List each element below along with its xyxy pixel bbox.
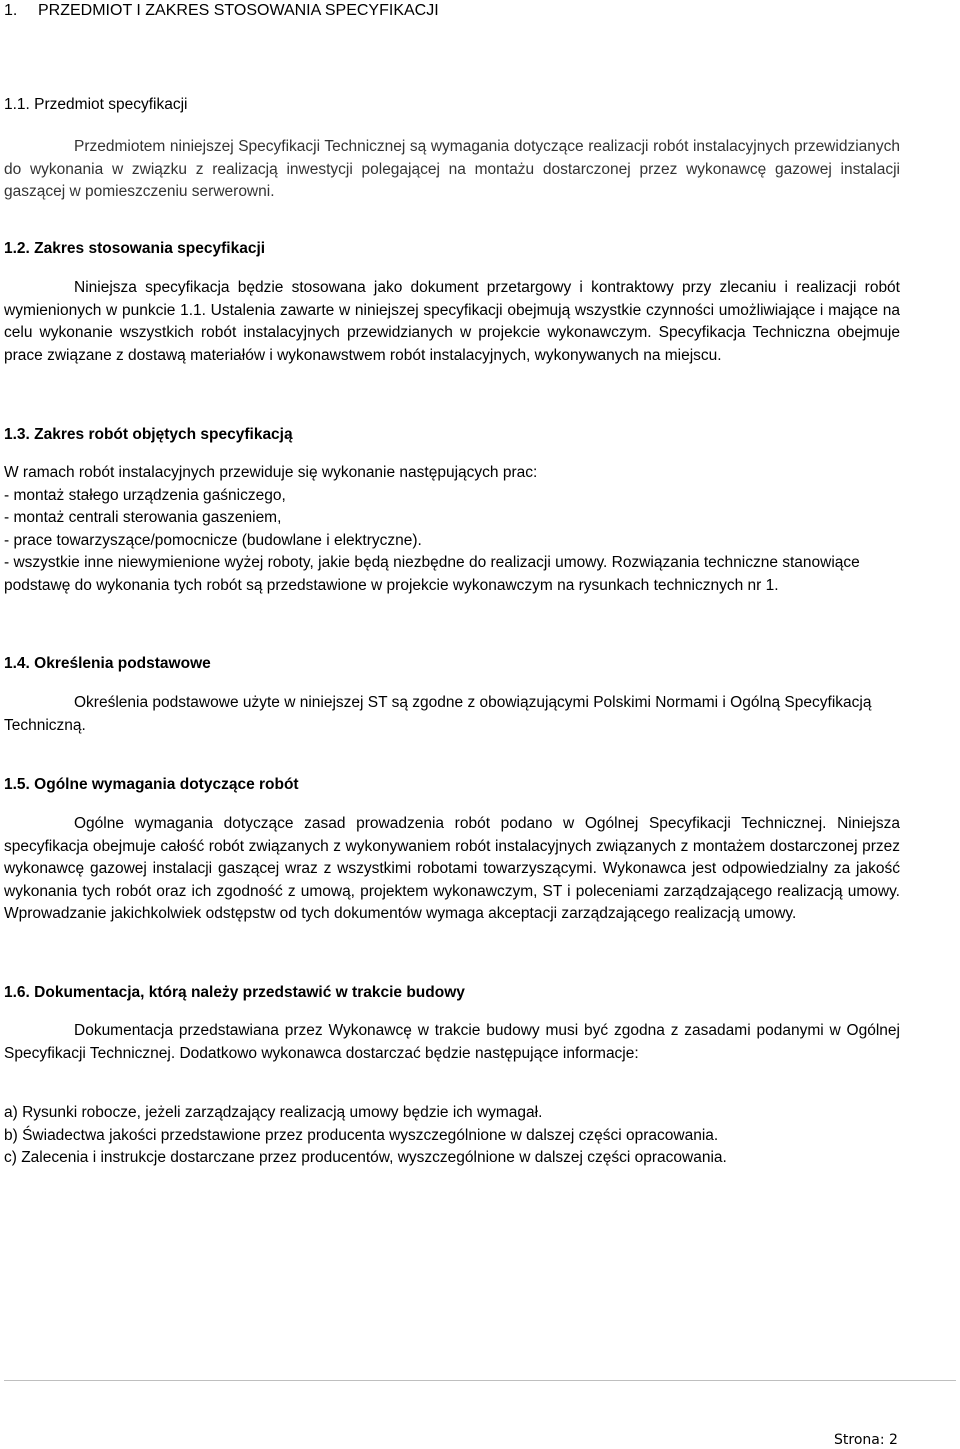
section-heading-1-6 (4, 984, 465, 1002)
section-number: 1.4. (4, 655, 30, 672)
paragraph-1-4: Określenia podstawowe użyte w niniejszej ST są zgodne z obowiązującymi Polskimi Normami i Ogólną Specyfikacją Techniczną. (4, 694, 872, 734)
page-number: Strona: 2 (834, 1432, 898, 1448)
section-number: 1.1. (4, 96, 30, 113)
list-item: b) Świadectwa jakości przedstawione przez producenta wyszczególnione w dalszej części opracowania. (4, 1126, 719, 1144)
list-item: a) Rysunki robocze, jeżeli zarządzający realizacją umowy będzie ich wymagał. (4, 1104, 543, 1121)
paragraph-1-1: Przedmiotem niniejszej Specyfikacji Technicznej są wymagania dotyczące realizacji robót instalacyjnych przewidzianych do wykonania w związku z realizacją inwestycji polegającej na montażu dostarczonej przez wykonawcę gazowej instalacji gaszącej w pomieszczeniu serwerowni. (4, 138, 900, 200)
section-heading-1-2 (4, 240, 265, 258)
section-heading-1-5 (4, 776, 299, 794)
list-item: - montaż centrali sterowania gaszeniem, (4, 509, 282, 526)
section-title: Określenia podstawowe (34, 655, 211, 672)
section-heading-1-1 (4, 96, 188, 114)
paragraph-1-2: Niniejsza specyfikacja będzie stosowana jako dokument przetargowy i kontraktowy przy zlecaniu i realizacji robót wymienionych w punkcie 1.1. Ustalenia zawarte w niniejszej specyfikacji obejmują wszystkie czynności umożliwiające i mające na celu wykonanie wszystkich robót instalacyjnych przewidzianych w projekcie wykonawczym. Specyfikacja Techniczna obejmuje prace związane z dostawą materiałów i wykonawstwem robót instalacyjnych, wykonywanych na miejscu. (4, 279, 900, 364)
section-number: 1.2. (4, 240, 30, 257)
section-number: 1.5. (4, 776, 30, 793)
list-item: - wszystkie inne niewymienione wyżej roboty, jakie będą niezbędne do realizacji umowy. Rozwiązania techniczne stanowiące podstawę do wykonania tych robót są przedstawione w projekcie wykonawczym na rysunkach technicznych nr 1. (4, 554, 860, 594)
section-number: 1.6. (4, 984, 30, 1001)
list-item: - montaż stałego urządzenia gaśniczego, (4, 486, 286, 504)
section-number: 1.3. (4, 426, 30, 443)
list-item: W ramach robót instalacyjnych przewiduje się wykonanie następujących prac: (4, 464, 538, 481)
section-heading-1-3 (4, 426, 293, 444)
chapter-title: PRZEDMIOT I ZAKRES STOSOWANIA SPECYFIKACJI (38, 2, 439, 19)
documents-list (4, 1102, 900, 1170)
scope-list (4, 462, 900, 597)
paragraph-1-6: Dokumentacja przedstawiana przez Wykonawcę w trakcie budowy musi być zgodna z zasadami podanymi w Ogólnej Specyfikacji Technicznej. Dodatkowo wykonawca dostarczać będzie następujące informacje: (4, 1022, 900, 1062)
section-heading-1-4 (4, 655, 211, 673)
section-title: Zakres stosowania specyfikacji (34, 240, 266, 257)
chapter-number: 1. (4, 2, 18, 19)
paragraph-1-5: Ogólne wymagania dotyczące zasad prowadzenia robót podano w Ogólnej Specyfikacji Technicznej. Niniejsza specyfikacja obejmuje całość robót związanych z wykonywaniem robót instalacyjnych związanych z montażem dostarczonej przez wykonawcę gazowej instalacji gaszącej wraz z wszystkimi robotami towarzyszącymi. Wykonawca jest odpowiedzialny za jakość wykonania tych robót oraz ich zgodność z umową, projektem wykonawczym, ST i poleceniami zarządzającego realizacją umowy. Wprowadzanie jakichkolwiek odstępstw od tych dokumentów wymaga akceptacji zarządzającego realizacją umowy. (4, 815, 900, 922)
section-title: Zakres robót objętych specyfikacją (34, 426, 293, 443)
section-title: Dokumentacja, którą należy przedstawić w trakcie budowy (34, 984, 465, 1001)
list-item: c) Zalecenia i instrukcje dostarczane przez producentów, wyszczególnione w dalszej części opracowania. (4, 1149, 727, 1166)
section-title: Ogólne wymagania dotyczące robót (34, 776, 299, 793)
section-title: Przedmiot specyfikacji (34, 96, 188, 113)
list-item: - prace towarzyszące/pomocnicze (budowlane i elektryczne). (4, 531, 422, 549)
footer-divider (4, 1380, 956, 1381)
